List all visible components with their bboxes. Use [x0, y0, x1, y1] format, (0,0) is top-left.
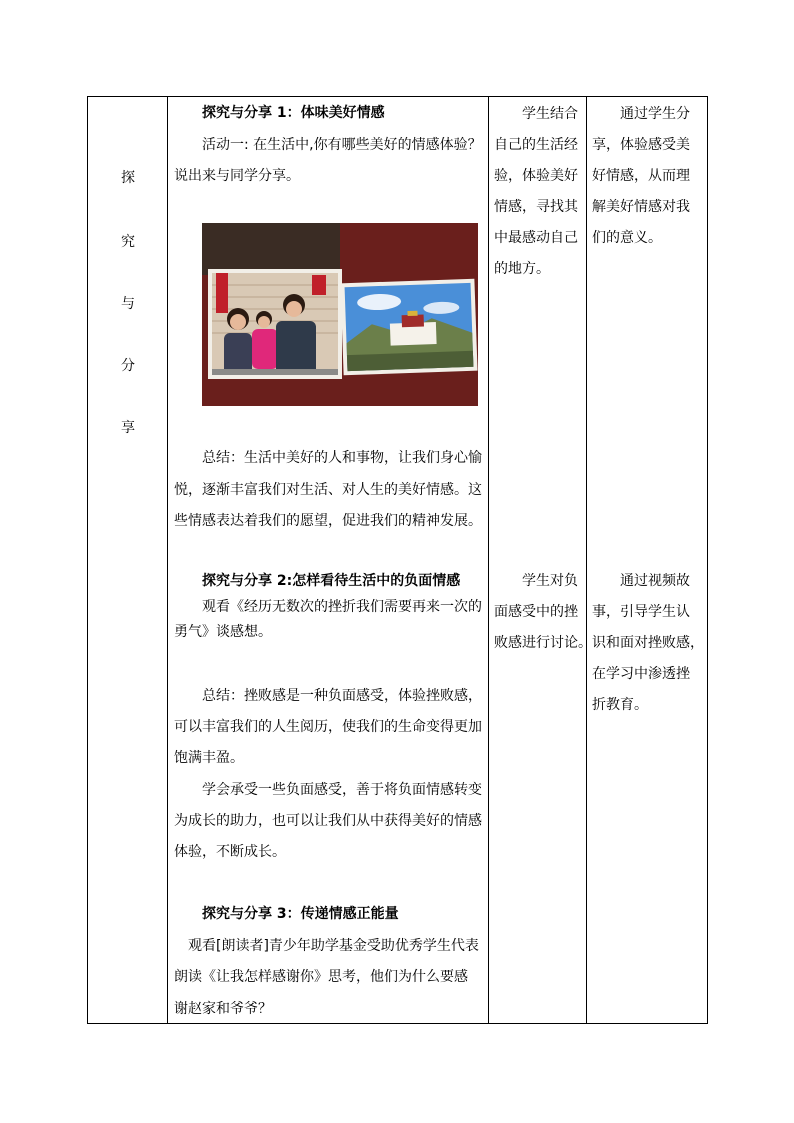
section2-summary-line: 饱满丰盈。 — [174, 750, 244, 766]
side-label-char: 探 — [121, 170, 135, 186]
section1-activity-line: 说出来与同学分享。 — [174, 168, 300, 184]
section1-activity-line: 活动一: 在生活中,你有哪些美好的情感体验？ — [202, 137, 482, 153]
section-label-cell — [88, 97, 168, 1024]
section2-summary-line: 总结：挫败感是一种负面感受，体验挫败感， — [202, 688, 482, 704]
side-label-char: 究 — [121, 234, 135, 250]
section2-watch-line: 观看《经历无数次的挫折我们需要再来一次的 — [202, 599, 482, 615]
student-line: 情感，寻找其 — [494, 199, 578, 215]
section1-heading: 探究与分享 1：体味美好情感 — [202, 105, 385, 121]
section2-watch-line: 勇气》谈感想。 — [174, 624, 272, 640]
family-photo — [208, 269, 342, 379]
student-line: 中最感动自己 — [494, 230, 578, 246]
side-label-char: 享 — [121, 420, 135, 436]
section2-summary-line: 可以丰富我们的人生阅历，使我们的生命变得更加 — [174, 719, 482, 735]
intent-line: 事，引导学生认 — [592, 604, 690, 620]
student-line: 自己的生活经 — [494, 137, 578, 153]
potala-palace-photo — [340, 279, 477, 376]
side-label-char: 与 — [121, 296, 135, 312]
section2-learn-line: 学会承受一些负面感受，善于将负面情感转变 — [202, 782, 482, 798]
section3-heading: 探究与分享 3：传递情感正能量 — [202, 906, 399, 922]
section3-line: 朗读《让我怎样感谢你》思考，他们为什么要感 — [174, 969, 468, 985]
section3-line: 观看[朗读者]青少年助学基金受助优秀学生代表 — [188, 938, 479, 954]
intent-line: 好情感，从而理 — [592, 168, 690, 184]
intent-line: 解美好情感对我 — [592, 199, 690, 215]
intent-line: 识和面对挫败感， — [592, 635, 704, 651]
intent-line: 通过视频故 — [620, 573, 690, 589]
student-line: 的地方。 — [494, 261, 550, 277]
student-activity-cell — [489, 97, 592, 1024]
section2-learn-line: 为成长的助力，也可以让我们从中获得美好的情感 — [174, 813, 482, 829]
photo-shadow — [202, 223, 340, 275]
student-line: 败感进行讨论。 — [494, 635, 592, 651]
photo-collage-svg — [202, 223, 478, 406]
section1-summary-line: 些情感表达着我们的愿望，促进我们的精神发展。 — [174, 513, 482, 529]
intent-line: 折教育。 — [592, 697, 648, 713]
section2-heading: 探究与分享 2:怎样看待生活中的负面情感 — [202, 573, 461, 589]
student-line: 学生对负 — [522, 573, 578, 589]
section1-summary-line: 总结：生活中美好的人和事物，让我们身心愉 — [202, 450, 482, 466]
photo-collage — [202, 223, 478, 406]
design-intent-cell — [587, 97, 708, 1024]
student-line: 面感受中的挫 — [494, 604, 578, 620]
intent-line: 通过学生分 — [620, 106, 690, 122]
student-line: 验，体验美好 — [494, 168, 578, 184]
side-label-char: 分 — [121, 358, 135, 374]
section2-learn-line: 体验，不断成长。 — [174, 844, 286, 860]
section1-summary-line: 悦，逐渐丰富我们对生活、对人生的美好情感。这 — [174, 482, 482, 498]
intent-line: 享，体验感受美 — [592, 137, 690, 153]
section3-line: 谢赵家和爷爷？ — [174, 1001, 272, 1017]
intent-line: 们的意义。 — [592, 230, 662, 246]
intent-line: 在学习中渗透挫 — [592, 666, 690, 682]
student-line: 学生结合 — [522, 106, 578, 122]
